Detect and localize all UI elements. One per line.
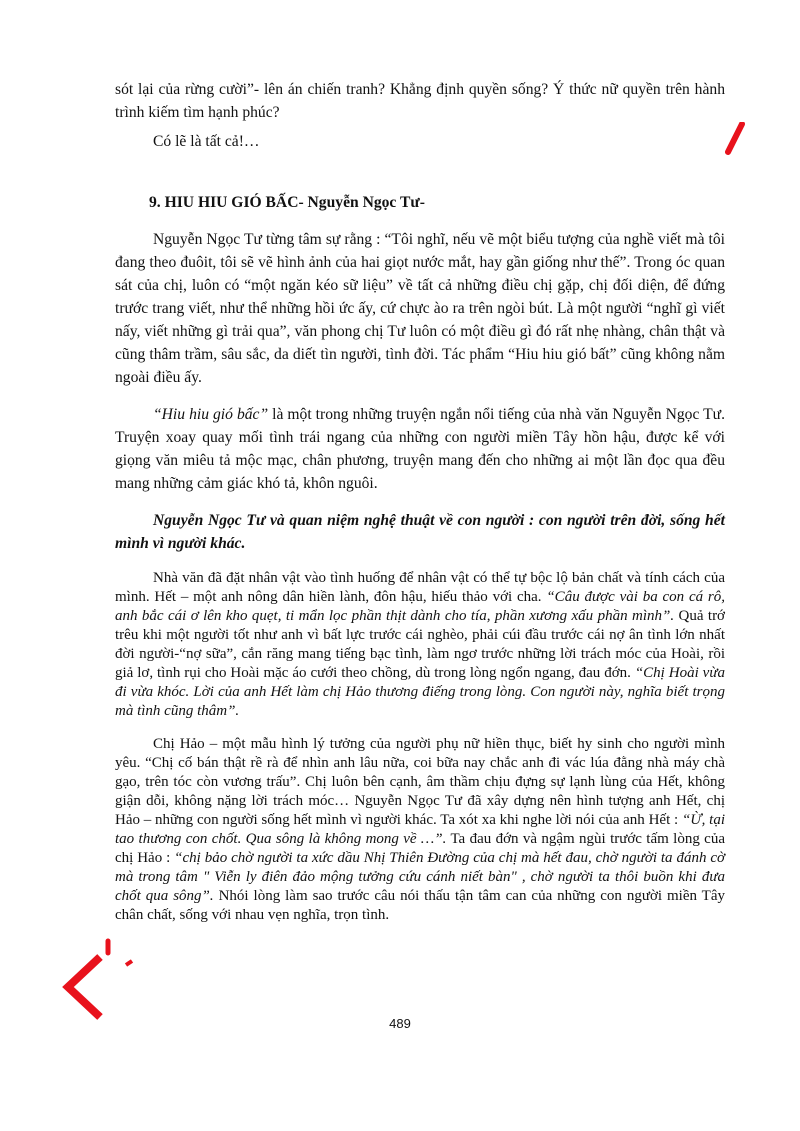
paragraph-2 <box>115 403 725 495</box>
quote-3: “Ừ, tại tao thương con chốt. Qua sông là không mong về …”. <box>115 812 725 847</box>
page-number: 489 <box>389 1016 411 1031</box>
red-watermark-corner <box>60 935 170 1025</box>
paragraph-2-text: là một trong những truyện ngắn nổi tiếng của nhà văn Nguyễn Ngọc Tư. Truyện xoay quay mối tình trái ngang của những con người miền Tây hồn hậu, được kể với giọng văn miêu tả mộc mạc, chân phương, truyện mang đến cho những ai một lần đọc qua đều mang những cảm giác khó tả, khôn nguôi. <box>115 406 725 492</box>
intro-conclusion: Có lẽ là tất cả!… <box>153 133 260 150</box>
quote-2: “Chị Hoài vừa đi vừa khóc. Lời của anh Hết làm chị Hảo thương điếng trong lòng. Con người này, nghĩa biết trọng mà tình cũng thâm”. <box>115 665 725 719</box>
paragraph-1: Nguyễn Ngọc Tư từng tâm sự rằng : “Tôi nghĩ, nếu vẽ một biểu tượng của nghề viết mà tôi đang theo đuôit, tôi sẽ vẽ hình ảnh của hai giọt nước mắt, hay gần giống như thế”. Trong óc quan sát của chị, luôn có “một ngăn kéo sữ liệu” về tất cả những điều chị gặp, chị đối diện, để đứng trước trang viết, như thể những hồi ức ấy, cứ chực ào ra trên ngòi bút. Là một người “nghĩ gì viết nấy, viết những gì trải qua”, văn phong chị Tư luôn có một điều gì đó rất nhẹ nhàng, chân thật và cũng thâm trầm, sâu sắc, da diết tìn người, tình đời. Tác phẩm “Hiu hiu gió bất” cũng không nằm ngoài điều ấy. <box>115 231 725 386</box>
subheading: Nguyễn Ngọc Tư và quan niệm nghệ thuật về con người : con người trên đời, sống hết mình vì người khác. <box>115 512 725 552</box>
paragraph-4 <box>115 735 725 925</box>
intro-paragraph: sót lại của rừng cười”- lên án chiến tranh? Khẳng định quyền sống? Ý thức nữ quyền trên hành trình kiếm tìm hạnh phúc? <box>115 81 725 121</box>
paragraph-4-text-a: Chị Hảo – một mẫu hình lý tưởng của người phụ nữ hiền thục, biết hy sinh cho người mình yêu. “Chị cố bán thật rề rà để nhìn anh lâu nữa, coi bữa nay chắc anh đi vác lúa đằng nhà máy chà gạo, trên tóc còn vương trấu”. Chị luôn bên cạnh, âm thầm chịu đựng sự lạnh lùng của Hết, không giận dỗi, không nặng lời trách móc… Nguyễn Ngọc Tư đã xây dựng nên hình tượng anh Hết, chị Hảo – những con người sống hết mình vì người khác. Ta xót xa khi nghe lời nói của anh Hết : <box>115 736 725 828</box>
paragraph-4-text-b: Ta đau đớn và ngậm ngùi trước tấm lòng của chị Hảo : <box>115 831 725 866</box>
quote-1: “Câu được vài ba con cá rô, anh bắc cái ơ lên kho quẹt, ti mẩn lọc phần thịt dành cho tía, phần xương xấu phần mình”. <box>115 589 725 624</box>
quote-4: “chị bảo chờ người ta xức dầu Nhị Thiên Đường của chị mà hết đau, chờ người ta đánh cờ mà trong tâm " Viễn ly điên đảo mộng tưởng cứu cánh niết bàn" , chờ người ta thôi buồn khi đưa chốt qua sông”. <box>115 850 725 904</box>
section-heading: 9. HIU HIU GIÓ BẤC- Nguyễn Ngọc Tư- <box>149 194 425 211</box>
paragraph-4-text-c: Nhói lòng làm sao trước câu nói thấu tận tâm can của những con người miền Tây chân chất, sống với nhau vẹn nghĩa, trọn tình. <box>115 888 725 923</box>
page-body <box>115 78 725 925</box>
paragraph-3-text-b: Quả trớ trêu khi một người tốt như anh vì bất lực trước cái nghèo, phải cúi đầu trước cái nợ ân tình lớn nhất đời người-“nợ sữa”, cắn răng mang tiếng bạc tình, làm ngơ trước những lời trách móc của Hoài, rồi giả lơ, tình rụi cho Hoài mặc áo cưới theo chồng, dù trong lòng ngổn ngang, đau đớn. <box>115 608 725 681</box>
story-title-italic: “Hiu hiu gió bấc” <box>153 406 269 423</box>
red-watermark-stroke <box>724 122 748 156</box>
paragraph-3 <box>115 569 725 721</box>
paragraph-3-text-a: Nhà văn đã đặt nhân vật vào tình huống để nhân vật có thể tự bộc lộ bản chất và tính cách của mình. Hết – một anh nông dân hiền lành, đôn hậu, hiếu thảo với cha. <box>115 570 725 605</box>
